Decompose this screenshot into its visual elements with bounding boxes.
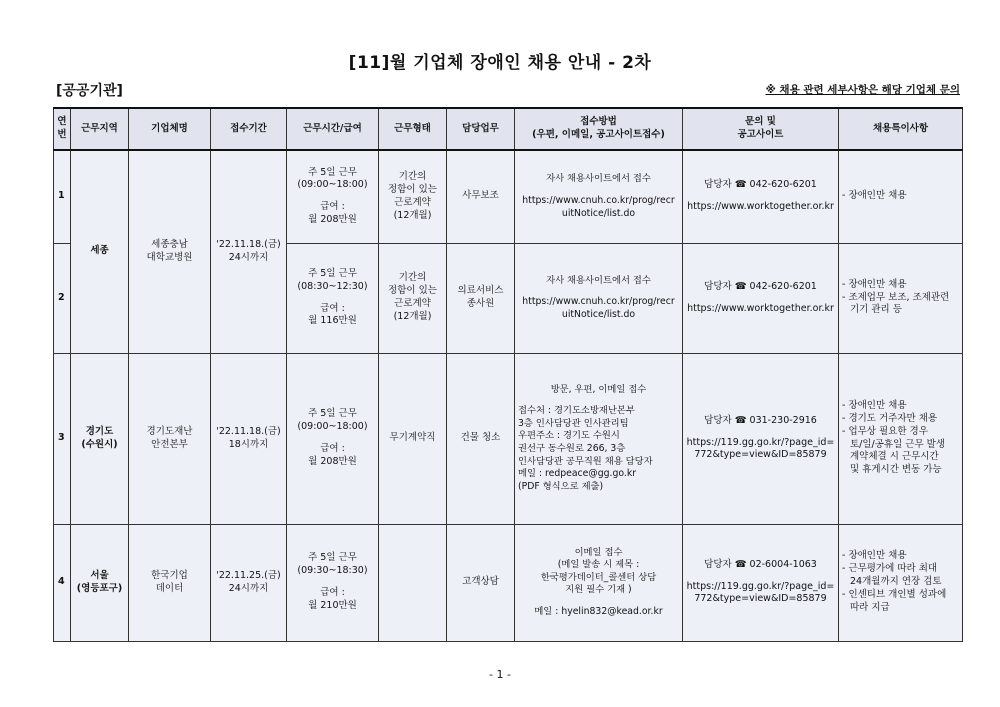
table-row: [54, 524, 963, 641]
special-cell: - 장애인만 채용: [839, 150, 963, 243]
page-title: [11]월 기업체 장애인 채용 안내 - 2차: [348, 53, 652, 73]
header-num: 연번: [54, 108, 71, 150]
method-cell: 방문, 우편, 이메일 접수 접수처 : 경기도소방재난본부 3층 인사담당관 인사관리팀 우편주소 : 경기도 수원시 권선구 동수원로 266, 3층 인사담당관 공무직원 채용 담당자 메일 : redpeace@gg.go.kr (PDF 형식으로 제출): [515, 353, 683, 524]
header-type: 근무형태: [379, 108, 447, 150]
type-cell: 무기계약직: [379, 353, 447, 524]
hours-cell: 주 5일 근무 (09:00~18:00) 급여 : 월 208만원: [287, 150, 379, 243]
type-cell: 기간의 정함이 있는 근로계약 (12개월): [379, 150, 447, 243]
company-cell: 경기도재난 안전본부: [129, 353, 211, 524]
header-hours: 근무시간/급여: [287, 108, 379, 150]
apply-email[interactable]: 메일 : redpeace@gg.go.kr: [518, 468, 637, 480]
apply-email[interactable]: 메일 : hyelin832@kead.or.kr: [534, 605, 663, 617]
contact-cell: 담당자 ☎ 02-6004-1063 https://119.gg.go.kr/?page_id= 772&type=view&ID=85879: [683, 524, 839, 641]
header-contact-line2: 공고사이트: [737, 129, 784, 140]
duty-cell: 고객상담: [447, 524, 515, 641]
section-heading: [공공기관]: [56, 83, 123, 99]
region-cell: 경기도 (수원시): [71, 353, 129, 524]
duty-cell: 의료서비스 종사원: [447, 243, 515, 353]
contact-cell: [683, 150, 839, 243]
period-cell: '22.11.18.(금) 24시까지: [211, 150, 287, 353]
header-method: [515, 108, 683, 150]
contact-phone: 담당자 ☎ 042-620-6201: [704, 280, 817, 292]
job-table: [53, 107, 963, 642]
notice-site-link[interactable]: https://119.gg.go.kr/?page_id=: [686, 580, 835, 592]
notice-site-link[interactable]: https://www.worktogether.or.kr: [687, 201, 834, 213]
duty-cell: 사무보조: [447, 150, 515, 243]
period-cell: '22.11.18.(금) 18시까지: [211, 353, 287, 524]
table-header-row: [54, 108, 963, 150]
contact-cell: 담당자 ☎ 031-230-2916 https://119.gg.go.kr/?page_id= 772&type=view&ID=85879: [683, 353, 839, 524]
duty-cell: 건물 청소: [447, 353, 515, 524]
row-num: 3: [54, 353, 71, 524]
header-contact: [683, 108, 839, 150]
row-num: 4: [54, 524, 71, 641]
header-special: 채용특이사항: [839, 108, 963, 150]
row-num: 2: [54, 243, 71, 353]
header-period: 접수기간: [211, 108, 287, 150]
type-cell: [379, 524, 447, 641]
apply-link[interactable]: https://www.cnuh.co.kr/prog/recr: [522, 296, 675, 308]
contact-cell: [683, 243, 839, 353]
header-contact-line1: 문의 및: [745, 116, 776, 128]
header-method-line2: (우편, 이메일, 공고사이트접수): [532, 129, 665, 140]
inquiry-notice: ※ 채용 관련 세부사항은 해당 기업체 문의: [765, 84, 960, 96]
special-cell: - 장애인만 채용 - 조제업무 보조, 조제관련 기기 관리 등: [839, 243, 963, 353]
company-cell: 세종충남 대학교병원: [129, 150, 211, 353]
page-number: - 1 -: [489, 668, 511, 681]
apply-link[interactable]: https://www.cnuh.co.kr/prog/recr: [522, 194, 675, 206]
region-cell: 서울 (영등포구): [71, 524, 129, 641]
type-cell: 기간의 정함이 있는 근로계약 (12개월): [379, 243, 447, 353]
hours-cell: 주 5일 근무 (09:00~18:00) 급여 : 월 208만원: [287, 353, 379, 524]
notice-site-link[interactable]: https://www.worktogether.or.kr: [687, 302, 834, 314]
hours-cell: 주 5일 근무 (09:30~18:30) 급여 : 월 210만원: [287, 524, 379, 641]
special-cell: - 장애인만 채용 - 근무평가에 따라 최대 24개월까지 연장 검토 - 인센티브 개인별 성과에 따라 지급: [839, 524, 963, 641]
notice-site-link[interactable]: https://119.gg.go.kr/?page_id=: [686, 436, 835, 448]
hours-cell: 주 5일 근무 (08:30~12:30) 급여 : 월 116만원: [287, 243, 379, 353]
contact-phone: 담당자 ☎ 042-620-6201: [704, 179, 817, 191]
table-row: [54, 353, 963, 524]
company-cell: 한국기업 데이터: [129, 524, 211, 641]
contact-phone: 담당자 ☎ 02-6004-1063: [704, 558, 817, 570]
header-company: 기업체명: [129, 108, 211, 150]
period-cell: '22.11.25.(금) 24시까지: [211, 524, 287, 641]
special-cell: - 장애인만 채용 - 경기도 거주자만 채용 - 업무상 필요한 경우 토/일/공휴일 근무 발생 계약체결 시 근무시간 및 휴게시간 변동 가능: [839, 353, 963, 524]
method-cell: 자사 채용사이트에서 접수 https://www.cnuh.co.kr/prog/recr uitNotice/list.do: [515, 150, 683, 243]
method-cell: 자사 채용사이트에서 접수 https://www.cnuh.co.kr/prog/recr uitNotice/list.do: [515, 243, 683, 353]
table-row: [54, 150, 963, 243]
region-cell: 세종: [71, 150, 129, 353]
header-region: 근무지역: [71, 108, 129, 150]
header-method-line1: 접수방법: [580, 116, 617, 128]
method-cell: 이메일 접수 (메일 발송 시 제목 : 한국평가데이터_콜센터 상담 지원 필수 기재 ) 메일 : hyelin832@kead.or.kr: [515, 524, 683, 641]
header-duty: 담당업무: [447, 108, 515, 150]
row-num: 1: [54, 150, 71, 243]
contact-phone: 담당자 ☎ 031-230-2916: [704, 414, 817, 426]
